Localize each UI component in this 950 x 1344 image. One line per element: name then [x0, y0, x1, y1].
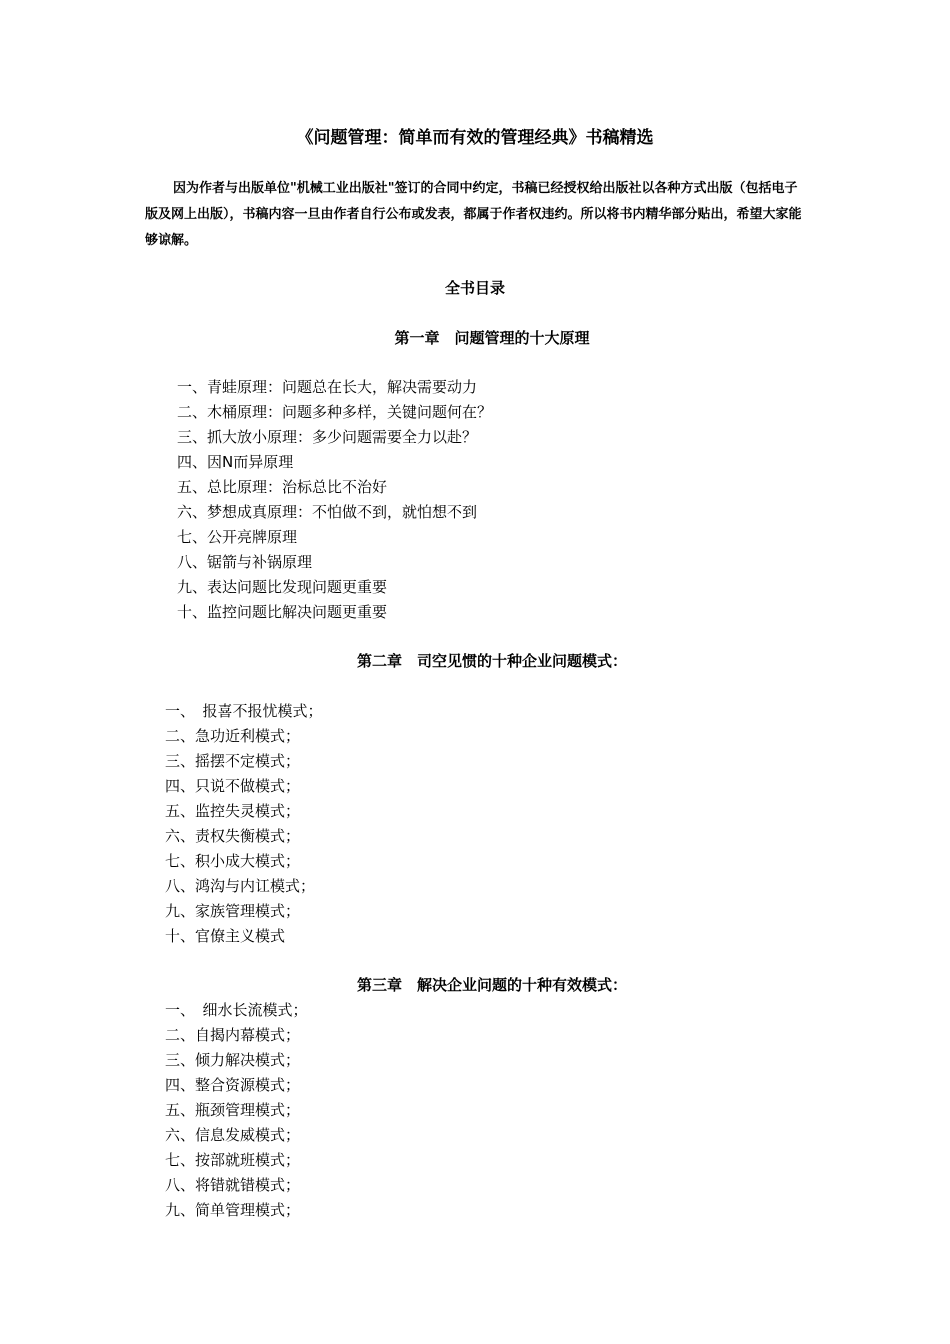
list-item: 二、急功近利模式；: [165, 727, 301, 745]
list-item: 八、将错就错模式；: [165, 1176, 301, 1194]
list-item: 一、青蛙原理：问题总在长大，解决需要动力: [177, 378, 478, 396]
list-item: 四、只说不做模式；: [165, 777, 301, 795]
list-item: 九、表达问题比发现问题更重要: [177, 578, 388, 596]
list-item: 十、监控问题比解决问题更重要: [177, 603, 388, 621]
list-item: 四、因N而异原理: [177, 453, 294, 471]
list-item: 六、信息发威模式；: [165, 1126, 301, 1144]
list-item: 七、公开亮牌原理: [177, 528, 298, 546]
list-item: 四、整合资源模式；: [165, 1076, 301, 1094]
list-item: 一、 细水长流模式；: [165, 1001, 308, 1019]
list-item: 五、总比原理：治标总比不治好: [177, 478, 388, 496]
chapter-3-heading: 第三章 解决企业问题的十种有效模式：: [356, 976, 627, 994]
list-item: 三、倾力解决模式；: [165, 1051, 301, 1069]
list-item: 五、监控失灵模式；: [165, 802, 301, 820]
chapter-2-heading: 第二章 司空见惯的十种企业问题模式：: [356, 652, 627, 670]
chapter-1-heading: 第一章 问题管理的十大原理: [394, 329, 590, 347]
list-item: 八、鸿沟与内讧模式；: [165, 877, 316, 895]
list-item: 三、摇摆不定模式；: [165, 752, 301, 770]
list-item: 二、自揭内幕模式；: [165, 1026, 301, 1044]
chapter-2-list: [165, 699, 323, 949]
list-item: 九、家族管理模式；: [165, 902, 301, 920]
intro-paragraph: 因为作者与出版单位"机械工业出版社"签订的合同中约定，书稿已经授权给出版社以各种方式出版（包括电子版及网上出版），书稿内容一旦由作者自行公布或发表，都属于作者权违约。所以将书内精华部分贴出，希望大家能够谅解。: [145, 181, 802, 248]
list-item: 六、责权失衡模式；: [165, 827, 301, 845]
list-item: 八、锯箭与补锅原理: [177, 553, 313, 571]
list-item: 五、瓶颈管理模式；: [165, 1101, 301, 1119]
list-item: 十、官僚主义模式: [165, 927, 286, 945]
document-title: 《问题管理：简单而有效的管理经典》书稿精选: [296, 128, 654, 148]
toc-heading: 全书目录: [444, 279, 505, 297]
list-item: 七、积小成大模式；: [165, 852, 301, 870]
list-item: 七、按部就班模式；: [165, 1151, 301, 1169]
list-item: 六、梦想成真原理：不怕做不到，就怕想不到: [177, 503, 478, 521]
list-item: 三、抓大放小原理：多少问题需要全力以赴？: [177, 428, 478, 446]
chapter-3-list: [165, 998, 308, 1223]
list-item: 九、简单管理模式；: [165, 1201, 301, 1219]
chapter-1-list: [177, 375, 492, 625]
list-item: 二、木桶原理：问题多种多样，关键问题何在？: [177, 403, 493, 421]
list-item: 一、 报喜不报忧模式；: [165, 702, 323, 720]
